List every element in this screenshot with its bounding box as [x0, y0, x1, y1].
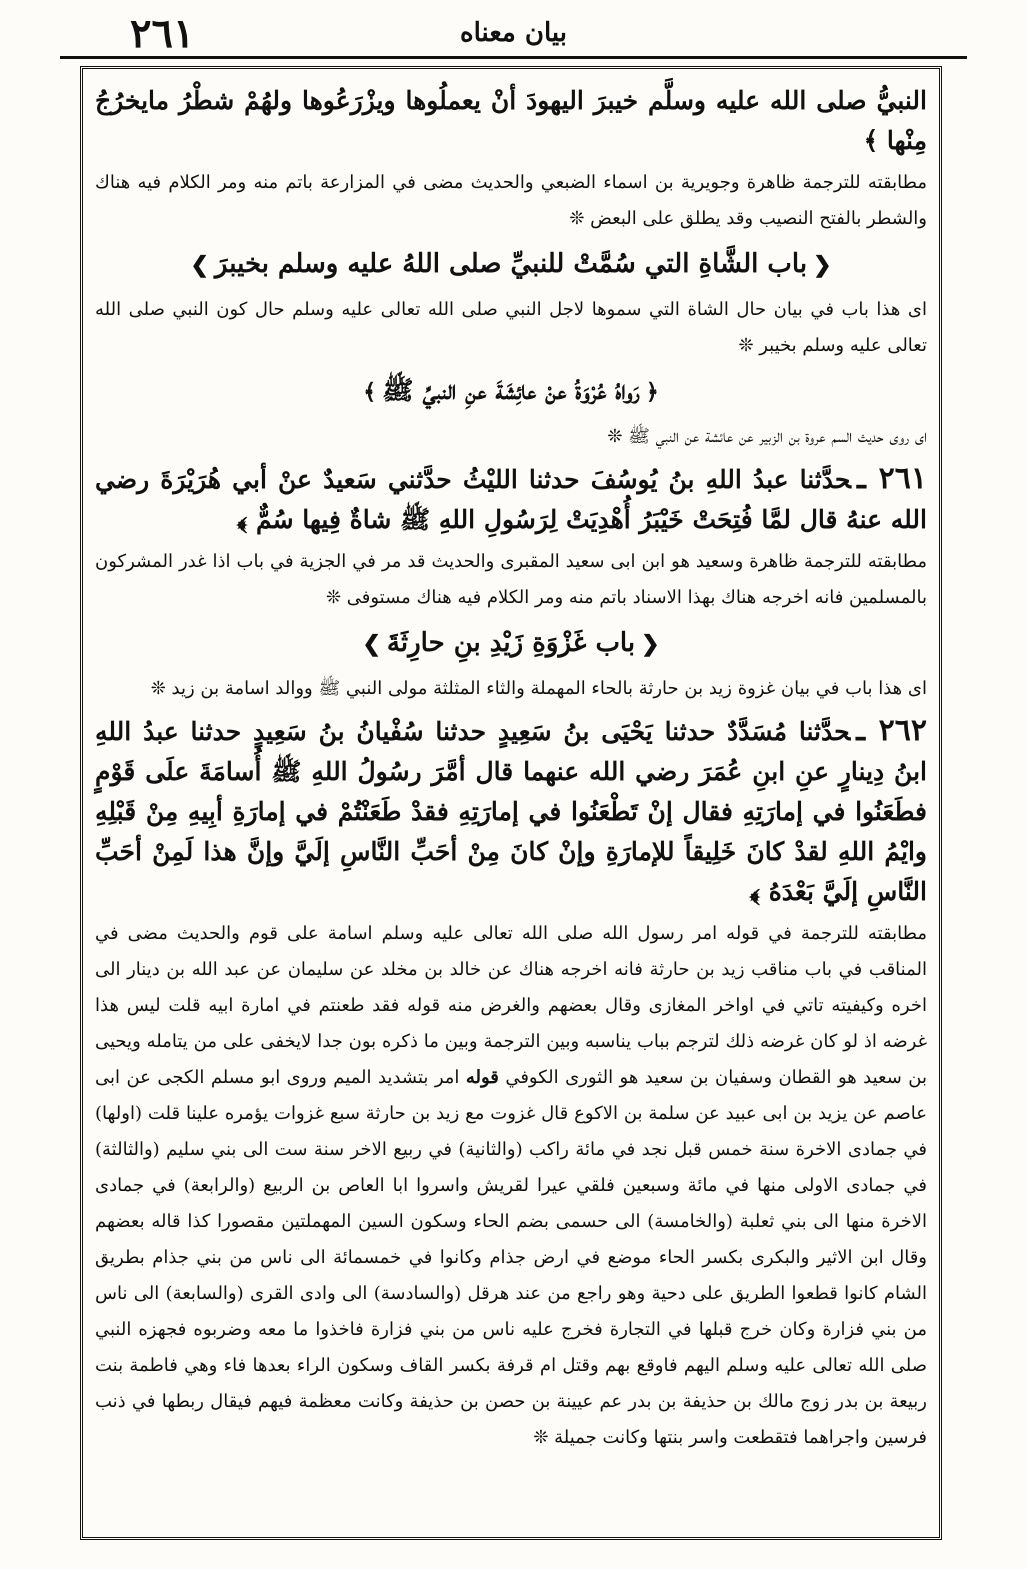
ornament-icon: ﴿: [645, 379, 659, 405]
hadith-number: ٢٦٢ ـ: [856, 713, 927, 748]
ornament-icon: ❯: [190, 252, 209, 278]
chapter-heading-text: باب غَزْوَةِ زَيْدِ بنِ حارِثَةَ: [386, 628, 636, 658]
commentary-part: امر بتشديد الميم وروى ابو مسلم الكجى عن ابى عاصم عن يزيد بن ابى عبيد عن سلمة بن الاكوع قال غزوت مع زيد بن حارثة سبع غزوات يؤمره علينا قلت (اولها) في جمادى الاخرة سنة خمس قبل نجد في مائة راكب (والثانية) في ربيع الاخر سنة ست الى بني سليم (والثالثة) في جمادى الاولى منها في مائة وسبعين فلقي عيرا لقريش واسروا ابا العاص بن الربيع (والرابعة) في جمادى الاخرة منها الى بني ثعلبة (والخامسة) الى حسمى بضم الحاء وسكون السين المهملتين مقصورا كذا قاله بعضهم وقال ابن الاثير والبكرى بكسر الحاء موضع في ارض جذام وكانوا في خمسمائة الى ناس من بني جذام بطريق الشام كانوا قطعوا الطريق على دحية وهو راجع من عند هرقل (والسادسة) الى وادى القرى (والسابعة) الى ناس من بني فزارة وكان خرج قبلها في التجارة فخرج عليه ناس من بني فزارة فاخذوا ما معه وضربوه فجهزه النبي صلى الله تعالى عليه وسلم اليهم فاوقع بهم وقتل ام قرفة بكسر القاف وسكون الراء بعدها فاء وهي فاطمة بنت ربيعة بن بدر زوج مالك بن حذيفة بن بدر عم عيينة بن حصن بن حذيفة وكانت معظمة فيهم فيقال ربطها في ذنب فرسين واجراهما فتقطعت واسر بنتها وكانت جميلة ❊: [95, 1067, 927, 1448]
riwaya-heading: [95, 368, 927, 415]
hadith-text: [95, 711, 927, 912]
hadith-text: [95, 459, 927, 540]
chapter-heading: [95, 241, 927, 288]
riwaya-heading-text: رَواهُ عُرْوَةُ عنْ عائِشَةَ عنِ النبيِّ ﷺ: [382, 376, 640, 406]
hadith-body: حدَّثنا مُسَدَّدٌ حدثنا يَحْيَى بنُ سَعِيدٍ حدثنا سُفْيانُ بنُ سَعِيدٍ حدثنا عبدُ اللهِ ابنُ دِينارٍ عنِ ابنِ عُمَرَ رضي الله عنهما قال أمَّرَ رسُولُ اللهِ ﷺ أُسامَةَ علَى قَوْمٍ فطَعَنُوا في إمارَتِهِ فقال إنْ تَطْعَنُوا في إمارَتِهِ فقدْ طَعَنْتُمْ في إمارَةِ أبِيهِ مِنْ قَبْلِهِ وايْمُ اللهِ لقدْ كانَ خَلِيقاً للإمارَةِ وإنْ كانَ مِنْ أحَبِّ النَّاسِ إلَيَّ وإنَّ هذا لَمِنْ أحَبِّ النَّاسِ إلَيَّ بَعْدَهُ ﴾: [95, 717, 927, 906]
page-number: ٢٦١: [130, 10, 195, 57]
commentary-text: اى روى حديث السم عروة بن الزبير عن عائشة عن النبي ﷺ ❊: [607, 426, 927, 447]
ornament-icon: ❮: [641, 631, 660, 657]
hadith-number: ٢٦١ ـ: [857, 461, 927, 496]
chapter-heading-text: باب الشَّاةِ التي سُمَّتْ للنبيِّ صلى اللهُ عليه وسلم بخيبرَ: [214, 249, 808, 279]
ornament-icon: ﴾: [363, 379, 377, 405]
commentary-text: اى هذا باب في بيان حال الشاة التي سموها لاجل النبي صلى الله تعالى عليه وسلم حال كون النبي صلى الله تعالى عليه وسلم بخيبر ❊: [95, 299, 927, 356]
text-frame: [80, 66, 942, 1540]
page-header: [60, 10, 967, 59]
commentary-text: اى هذا باب في بيان غزوة زيد بن حارثة بالحاء المهملة والثاء المثلثة مولى النبي ﷺ ووالد اسامة بن زيد ❊: [150, 678, 927, 699]
matn-text: النبيُّ صلى الله عليه وسلَّم خيبرَ اليهودَ أنْ يعملُوها ويزْرَعُوها ولهُمْ شطْرُ مايخرُجُ مِنْها ﴾: [95, 86, 927, 155]
commentary-part: مطابقته للترجمة في قوله امر رسول الله صلى الله تعالى عليه وسلم اسامة على قوم والحديث مضى في المناقب في باب مناقب زيد بن حارثة فانه اخرجه هناك عن خالد بن مخلد عن سليمان عن عبد الله بن دينار الى اخره وكيفيته تاتي في اواخر المغازى وقال بعضهم والغرض منه قوله فقد طعنتم في امارة ابيه قلت ليس هذا غرضه اذ لو كان غرضه ذلك لترجم بباب يناسبه وبين الترجمة وبين ما ذكره بون جدا لايخفى على من يتامله ويحيى بن سعيد هو القطان وسفيان بن سعيد هو الثورى الكوفي: [95, 923, 927, 1088]
ornament-icon: ❮: [813, 252, 832, 278]
commentary-text: مطابقته للترجمة ظاهرة وجويرية بن اسماء الضبعي والحديث مضى في المزارعة باتم منه ومر الكلام فيه هناك والشطر بالفتح النصيب وقد يطلق على البعض ❊: [95, 172, 927, 229]
hadith-body: حدَّثنا عبدُ اللهِ بنُ يُوسُفَ حدثنا الليْثُ حدَّثني سَعيدٌ عنْ أبي هُرَيْرَةَ رضي الله عنهُ قال لمَّا فُتِحَتْ خَيْبَرُ أُهْدِيَتْ لِرَسُولِ اللهِ ﷺ شاةٌ فِيها سُمٌّ ﴾: [95, 465, 927, 534]
chapter-heading: [95, 620, 927, 667]
commentary-text: مطابقته للترجمة ظاهرة وسعيد هو ابن ابى سعيد المقبرى والحديث قد مر في الجزية في باب اذا غدر المشركون بالمسلمين فانه اخرجه هناك بهذا الاسناد باتم منه ومر الكلام فيه هناك مستوفى ❊: [95, 551, 927, 608]
commentary-keyword: قوله: [465, 1067, 499, 1088]
commentary-text: [95, 916, 927, 1456]
ornament-icon: ❯: [362, 631, 381, 657]
running-title: بيان معناه: [459, 18, 567, 48]
